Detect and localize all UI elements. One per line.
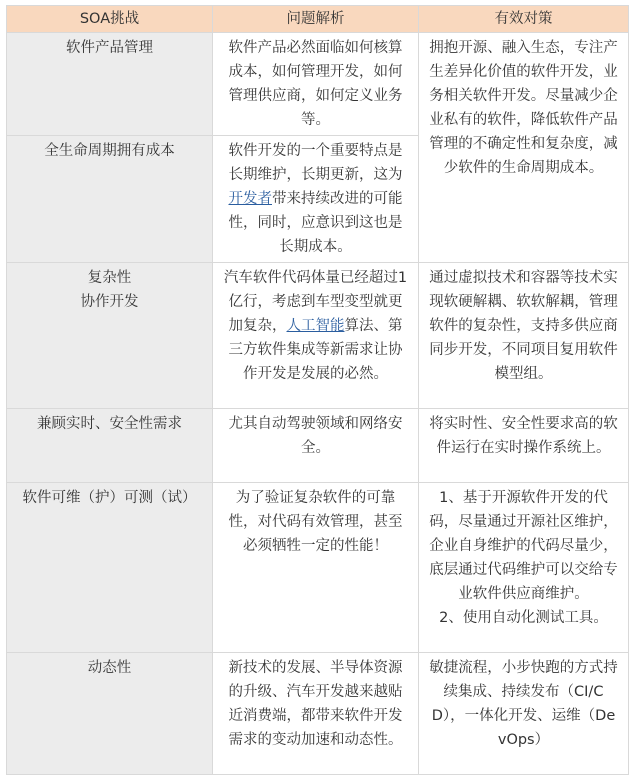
ai-link[interactable]: 人工智能 <box>286 318 345 334</box>
solution-cell <box>419 483 629 653</box>
analysis-text: 汽车软件代码体量已经超过1亿行，考虑到车型变型就更加复杂， <box>223 270 408 334</box>
header-problem-analysis: 问题解析 <box>213 6 419 33</box>
analysis-text: 软件开发的一个重要特点是长期维护，长期更新，这为 <box>228 143 403 183</box>
soa-challenges-table <box>6 5 629 775</box>
challenge-cell: 全生命周期拥有成本 <box>7 136 213 263</box>
challenge-cell: 动态性 <box>7 653 213 775</box>
solution-line: 2、使用自动化测试工具。 <box>439 610 608 626</box>
solution-cell: 敏捷流程，小步快跑的方式持续集成、持续发布（CI/CD），一体化开发、运维（DevOps） <box>419 653 629 775</box>
developer-link[interactable]: 开发者 <box>228 191 272 207</box>
challenge-cell: 软件可维（护）可测（试） <box>7 483 213 653</box>
challenge-line: 复杂性 <box>87 270 132 286</box>
analysis-text: 带来持续改进的可能性，同时，应意识到这也是长期成本。 <box>228 191 403 255</box>
table-header-row <box>7 6 629 33</box>
challenge-cell: 软件产品管理 <box>7 33 213 136</box>
soa-table-container <box>6 5 629 775</box>
header-soa-challenge: SOA挑战 <box>7 6 213 33</box>
analysis-cell: 尤其自动驾驶领域和网络安全。 <box>213 409 419 483</box>
table-row <box>7 409 629 483</box>
solution-line: 1、基于开源软件开发的代码，尽量通过开源社区维护，企业自身维护的代码尽量少，底层通过代码维护可以交给专业软件供应商维护。 <box>429 490 618 602</box>
solution-cell: 通过虚拟技术和容器等技术实现软硬解耦、软软解耦，管理软件的复杂性，支持多供应商同步开发，不同项目复用软件模型组。 <box>419 263 629 409</box>
analysis-cell: 新技术的发展、半导体资源的升级、汽车开发越来越贴近消费端，都带来软件开发需求的变动加速和动态性。 <box>213 653 419 775</box>
table-row <box>7 483 629 653</box>
analysis-cell: 为了验证复杂软件的可靠性，对代码有效管理，甚至必须牺牲一定的性能！ <box>213 483 419 653</box>
solution-cell: 将实时性、安全性要求高的软件运行在实时操作系统上。 <box>419 409 629 483</box>
header-effective-solution: 有效对策 <box>419 6 629 33</box>
challenge-line: 协作开发 <box>80 294 139 310</box>
challenge-cell: 兼顾实时、安全性需求 <box>7 409 213 483</box>
table-row <box>7 33 629 136</box>
analysis-cell <box>213 136 419 263</box>
analysis-text: 算法、第三方软件集成等新需求让协作开发是发展的必然。 <box>228 318 403 382</box>
table-row <box>7 263 629 409</box>
challenge-cell <box>7 263 213 409</box>
analysis-cell: 软件产品必然面临如何核算成本，如何管理开发，如何管理供应商，如何定义业务等。 <box>213 33 419 136</box>
analysis-cell <box>213 263 419 409</box>
table-row <box>7 653 629 775</box>
merged-solution-cell: 拥抱开源、融入生态，专注产生差异化价值的软件开发，业务相关软件开发。尽量减少企业私有的软件，降低软件产品管理的不确定性和复杂度，减少软件的生命周期成本。 <box>419 33 629 263</box>
